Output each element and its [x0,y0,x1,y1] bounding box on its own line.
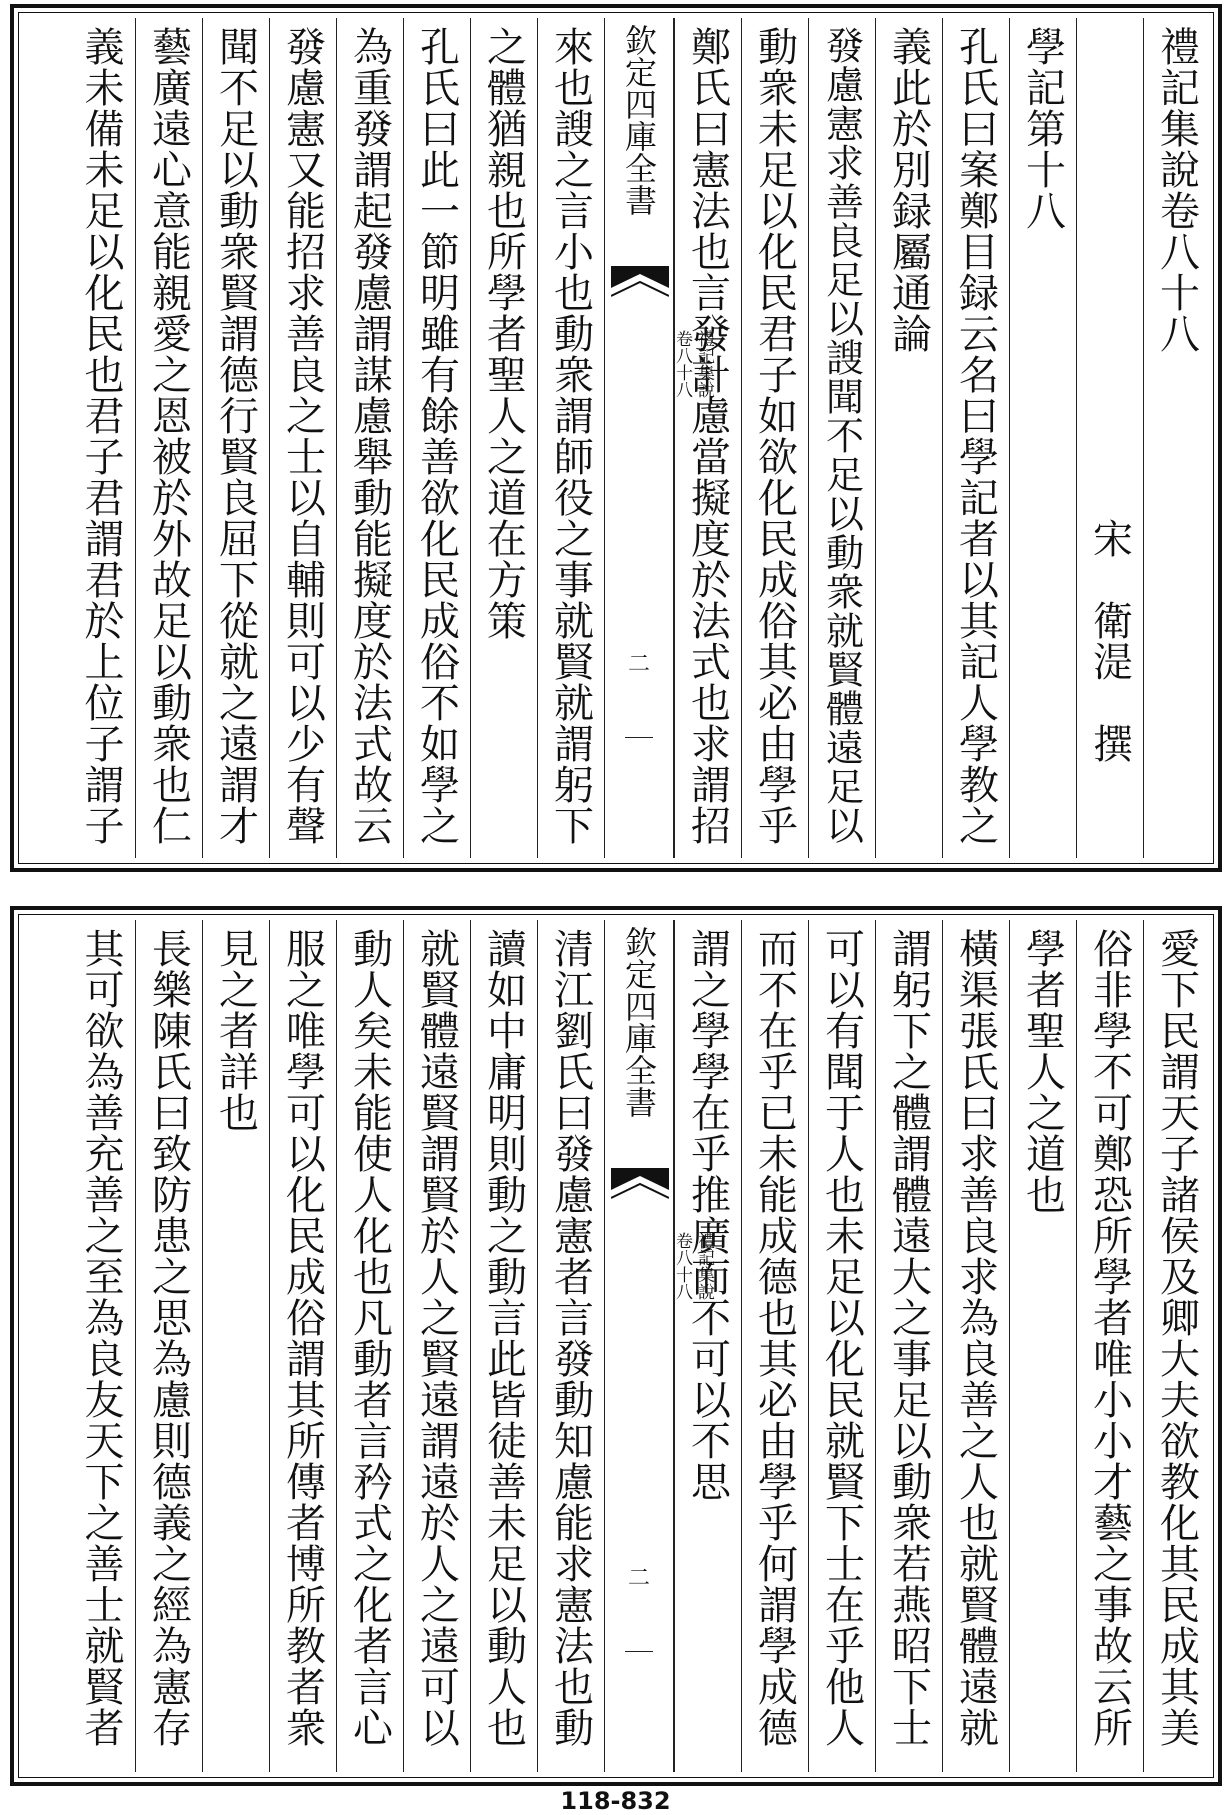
text-column [1143,18,1209,858]
center-page-number: 二 [627,1566,651,1591]
center-page-number: 二 [627,652,651,677]
column-text: 就賢體遠賢謂賢於人之賢遠謂遠於人之遠可以 [413,928,460,1748]
text-column [1009,920,1075,1772]
text-column [202,18,268,858]
column-text: 義未備未足以化民也君子君謂君於上位子謂子 [78,26,124,846]
text-column [674,920,740,1772]
center-fold-title: 欽定四庫全書 [620,24,658,216]
text-column [336,18,402,858]
column-text: 動衆未足以化民君子如欲化民成俗其必由學乎 [751,26,798,846]
column-text: 來也謏之言小也動衆謂師役之事就賢就謂躬下 [547,26,594,846]
center-book-name: 禮記集說 [694,330,714,398]
text-column [135,920,201,1772]
column-text: 禮記集說卷八十八 [1153,26,1200,354]
text-column [808,18,874,858]
column-text: 愛下民謂天子諸侯及卿大夫欲教化其民成其美 [1153,928,1200,1748]
column-text: 藝廣遠心意能親愛之恩被於外故足以動衆也仁 [145,26,192,846]
text-column [269,920,335,1772]
text-column [1143,920,1209,1772]
text-column [942,18,1008,858]
text-column [1076,920,1142,1772]
column-text: 之體猶親也所學者聖人之道在方策 [480,26,527,641]
column-text: 鄭氏曰憲法也言發計慮當擬度於法式也求謂招 [684,26,731,846]
fishtail-mark-icon [611,266,669,320]
column-text: 可以有聞于人也未足以化民就賢下士在乎他人 [818,928,865,1748]
text-column [68,920,134,1772]
column-text: 孔氏曰此一節明雖有餘善欲化民成俗不如學之 [413,26,460,846]
column-text: 清江劉氏曰發慮憲者言發動知慮能求憲法也動 [547,928,594,1748]
column-text: 見之者詳也 [212,928,259,1133]
text-column [674,18,740,858]
column-text: 義此於別録屬通論 [885,26,932,354]
text-column [1076,18,1142,858]
column-text: 讀如中庸明則動之動言此皆徒善未足以動人也 [480,928,527,1748]
text-column [808,920,874,1772]
center-fold-title: 欽定四庫全書 [620,926,658,1118]
column-text: 聞不足以動衆賢謂德行賢良屈下從就之遠謂才 [212,26,259,846]
center-rule [625,737,653,738]
center-book-name: 禮記集說 [694,1232,714,1300]
text-column [741,18,807,858]
text-column [537,18,603,858]
column-text: 謂之學學在乎推廣而不可以不思 [684,928,731,1502]
text-column [269,18,335,858]
column-text: 動人矣未能使人化也凡動者言矜式之化者言心 [346,928,393,1748]
column-text: 孔氏曰案鄭目録云名曰學記者以其記人學教之 [952,26,999,846]
text-column [336,920,402,1772]
fishtail-mark-icon [611,1168,669,1222]
center-rule [625,1651,653,1652]
text-column [1009,18,1075,858]
text-column [942,920,1008,1772]
upper-page [10,4,1222,872]
text-column [875,920,941,1772]
column-text: 而不在乎已未能成德也其必由學乎何謂學成德 [751,928,798,1748]
column-text: 橫渠張氏曰求善良求為良善之人也就賢體遠就 [952,928,999,1748]
column-text: 宋 衛湜 撰 [1086,26,1133,764]
lower-page [10,906,1222,1786]
text-column [403,920,469,1772]
text-column [470,920,536,1772]
text-column [403,18,469,858]
column-text: 發慮憲求善良足以謏聞不足以動衆就賢體遠足以 [819,26,864,845]
column-text: 長樂陳氏曰致防患之思為慮則德義之經為憲存 [145,928,192,1748]
column-text: 服之唯學可以化民成俗謂其所傳者博所教者衆 [279,928,326,1748]
column-text: 學記第十八 [1019,26,1066,231]
column-text: 謂躬下之體謂體遠大之事足以動衆若燕昭下士 [885,928,932,1748]
text-column [68,18,134,858]
text-column [875,18,941,858]
text-column [537,920,603,1772]
text-column [135,18,201,858]
column-text: 其可欲為善充善之至為良友天下之善士就賢者 [78,928,124,1748]
column-text: 為重發謂起發慮謂謀慮舉動能擬度於法式故云 [346,26,393,846]
text-column [741,920,807,1772]
column-text: 發慮憲又能招求善良之士以自輔則可以少有聲 [279,26,326,846]
page-footer-number: 118-832 [560,1787,671,1815]
column-text: 學者聖人之道也 [1019,928,1066,1215]
text-column [202,920,268,1772]
text-column [470,18,536,858]
center-volume-number: 卷八十八 [672,1232,692,1300]
center-volume-number: 卷八十八 [672,330,692,398]
column-text: 俗非學不可鄭恐所學者唯小小才藝之事故云所 [1086,928,1133,1748]
